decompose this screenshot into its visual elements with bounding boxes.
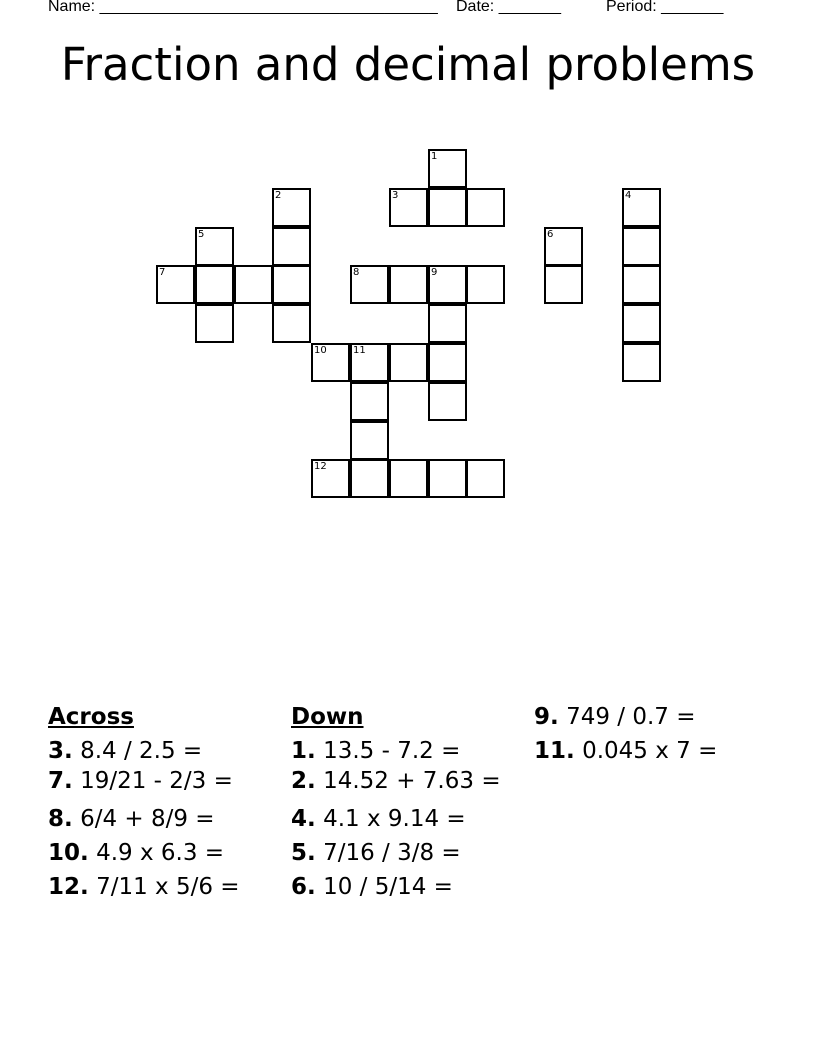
grid-cell[interactable] <box>389 343 428 382</box>
grid-cell[interactable] <box>428 265 467 304</box>
page-title: Fraction and decimal problems <box>60 38 756 91</box>
clue-number: 11 <box>353 345 366 356</box>
clue-down-1: 1. 13.5 - 7.2 = <box>291 738 461 764</box>
grid-cell[interactable] <box>195 227 234 266</box>
clue-number: 1 <box>431 151 438 162</box>
grid-cell[interactable] <box>350 343 389 382</box>
clue-number: 3 <box>392 190 399 201</box>
clue-number: 7 <box>159 267 166 278</box>
clue-across-7: 7. 19/21 - 2/3 = <box>48 768 233 794</box>
grid-cell[interactable] <box>428 382 467 421</box>
grid-cell[interactable] <box>272 265 311 304</box>
grid-cell[interactable] <box>544 265 583 304</box>
grid-cell[interactable] <box>195 265 234 304</box>
clue-number: 9 <box>431 267 438 278</box>
period-field-label: Period: _______ <box>606 0 724 15</box>
grid-cell[interactable] <box>311 459 350 498</box>
grid-cell[interactable] <box>272 188 311 227</box>
down-clues-continued <box>534 700 774 768</box>
clue-down-5: 5. 7/16 / 3/8 = <box>291 840 461 866</box>
grid-cell[interactable] <box>311 343 350 382</box>
grid-cell[interactable] <box>544 227 583 266</box>
grid-cell[interactable] <box>466 459 505 498</box>
down-heading: Down <box>291 704 364 730</box>
grid-cell[interactable] <box>428 343 467 382</box>
across-clues <box>48 700 273 904</box>
clue-down-11: 11. 0.045 x 7 = <box>534 738 718 764</box>
clue-across-8: 8. 6/4 + 8/9 = <box>48 806 215 832</box>
clue-down-2: 2. 14.52 + 7.63 = <box>291 768 501 794</box>
grid-cell[interactable] <box>272 227 311 266</box>
grid-cell[interactable] <box>428 459 467 498</box>
clue-number: 10 <box>314 345 327 356</box>
grid-cell[interactable] <box>350 459 389 498</box>
clue-across-3: 3. 8.4 / 2.5 = <box>48 738 203 764</box>
grid-cell[interactable] <box>350 265 389 304</box>
grid-cell[interactable] <box>622 227 661 266</box>
grid-cell[interactable] <box>622 304 661 343</box>
clue-number: 6 <box>547 229 554 240</box>
grid-cell[interactable] <box>466 265 505 304</box>
grid-cell[interactable] <box>272 304 311 343</box>
clue-across-12: 12. 7/11 x 5/6 = <box>48 874 240 900</box>
grid-cell[interactable] <box>234 265 273 304</box>
date-field-label: Date: _______ <box>456 0 561 15</box>
clue-number: 2 <box>275 190 282 201</box>
clue-number: 5 <box>198 229 205 240</box>
grid-cell[interactable] <box>622 343 661 382</box>
grid-cell[interactable] <box>622 265 661 304</box>
grid-cell[interactable] <box>350 382 389 421</box>
grid-cell[interactable] <box>195 304 234 343</box>
clue-down-4: 4. 4.1 x 9.14 = <box>291 806 466 832</box>
across-heading: Across <box>48 704 134 730</box>
clue-down-6: 6. 10 / 5/14 = <box>291 874 453 900</box>
grid-cell[interactable] <box>622 188 661 227</box>
grid-cell[interactable] <box>389 265 428 304</box>
grid-cell[interactable] <box>466 188 505 227</box>
clue-number: 8 <box>353 267 360 278</box>
grid-cell[interactable] <box>389 459 428 498</box>
down-clues <box>291 700 516 904</box>
clue-down-9: 9. 749 / 0.7 = <box>534 704 696 730</box>
crossword-grid <box>0 0 816 520</box>
clue-across-10: 10. 4.9 x 6.3 = <box>48 840 225 866</box>
grid-cell[interactable] <box>389 188 428 227</box>
grid-cell[interactable] <box>350 421 389 460</box>
name-field-label: Name: ______________________________________ <box>48 0 438 15</box>
grid-cell[interactable] <box>156 265 195 304</box>
clue-number: 12 <box>314 461 327 472</box>
grid-cell[interactable] <box>428 149 467 188</box>
clue-number: 4 <box>625 190 632 201</box>
grid-cell[interactable] <box>428 188 467 227</box>
grid-cell[interactable] <box>428 304 467 343</box>
